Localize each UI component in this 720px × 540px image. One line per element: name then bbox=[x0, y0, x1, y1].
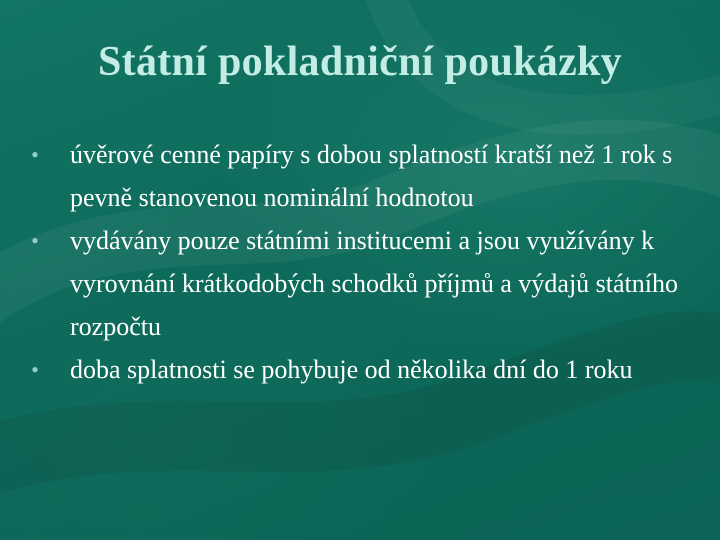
bullet-text: vydávány pouze státními institucemi a jsou využívány k vyrovnání krátkodobých schodků příjmů a výdajů státního rozpočtu bbox=[70, 226, 679, 341]
bullet-item bbox=[22, 348, 692, 391]
bullet-icon: • bbox=[31, 357, 39, 382]
bullet-text: doba splatnosti se pohybuje od několika dní do 1 roku bbox=[70, 355, 633, 384]
bullet-item bbox=[22, 219, 692, 348]
bullet-item bbox=[22, 133, 692, 219]
bullet-icon: • bbox=[31, 142, 39, 167]
slide-title: Státní pokladniční poukázky bbox=[98, 39, 622, 85]
bullet-list bbox=[22, 133, 692, 391]
bullet-text: úvěrové cenné papíry s dobou splatností kratší než 1 rok s pevně stanovenou nominální hodnotou bbox=[70, 140, 673, 212]
bullet-icon: • bbox=[31, 228, 39, 253]
